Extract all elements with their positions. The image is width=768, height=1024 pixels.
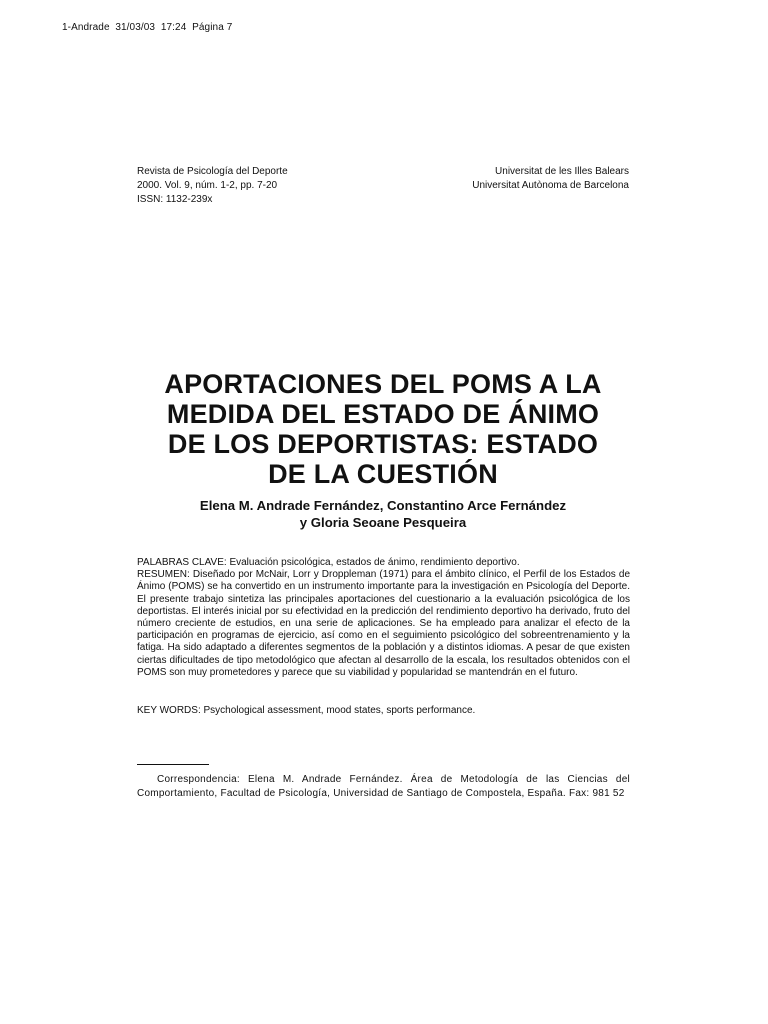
title-line: APORTACIONES DEL POMS A LA (164, 369, 602, 399)
title-line: MEDIDA DEL ESTADO DE ÁNIMO (166, 399, 600, 429)
journal-info (137, 165, 288, 207)
article-authors (137, 497, 629, 531)
keywords-english: KEY WORDS: Psychological assessment, mood states, sports performance. (137, 705, 476, 716)
journal-issn: ISSN: 1132-239x (137, 194, 213, 205)
abstract-text: RESUMEN: Diseñado por McNair, Lorr y Droppleman (1971) para el ámbito clínico, el Perfil de los Estados de Ánimo (POMS) se ha convertido en un instrumento importante para la investigación en Psicología del Deporte. El presente trabajo sintetiza las principales aportaciones del cuestionario a la evaluación psicológica de los deportistas. El interés inicial por su efectividad en la predicción del rendimiento deportivo ha derivado, fruto del número creciente de estudios, en una serie de aplicaciones. Se ha empleado para analizar el efecto de la participación en programas de ejercicio, así como en el seguimiento psicológico del sobreentrenamiento y la fatiga. Ha sido adaptado a diferentes segmentos de la población y a distintos idiomas. A pesar de que existen ciertas dificultades de tipo metodológico que afectan al desarrollo de la escala, los resultados obtenidos con el POMS son muy prometedores y parece que su viabilidad y popularidad se mantendrán en el futuro. (137, 569, 630, 678)
abstract-block (137, 557, 630, 679)
publisher-info (472, 165, 629, 193)
keywords-spanish: PALABRAS CLAVE: Evaluación psicológica, estados de ánimo, rendimiento deportivo. (137, 557, 520, 568)
university-1: Universitat de les Illes Balears (495, 166, 629, 177)
authors-line: y Gloria Seoane Pesqueira (299, 515, 467, 530)
print-stamp: 1-Andrade 31/03/03 17:24 Página 7 (62, 22, 233, 33)
journal-name: Revista de Psicología del Deporte (137, 166, 288, 177)
article-title (137, 369, 629, 489)
journal-issue: 2000. Vol. 9, núm. 1-2, pp. 7-20 (137, 180, 278, 191)
university-2: Universitat Autònoma de Barcelona (472, 180, 629, 191)
authors-line: Elena M. Andrade Fernández, Constantino Arce Fernández (199, 498, 567, 513)
correspondence-footnote: Correspondencia: Elena M. Andrade Fernández. Área de Metodología de las Ciencias del Comportamiento, Facultad de Psicología, Universidad de Santiago de Compostela, España. Fax: 981 52 (137, 774, 630, 799)
footnote-divider (137, 764, 209, 765)
title-line: DE LOS DEPORTISTAS: ESTADO (167, 429, 599, 459)
title-line: DE LA CUESTIÓN (268, 459, 498, 489)
